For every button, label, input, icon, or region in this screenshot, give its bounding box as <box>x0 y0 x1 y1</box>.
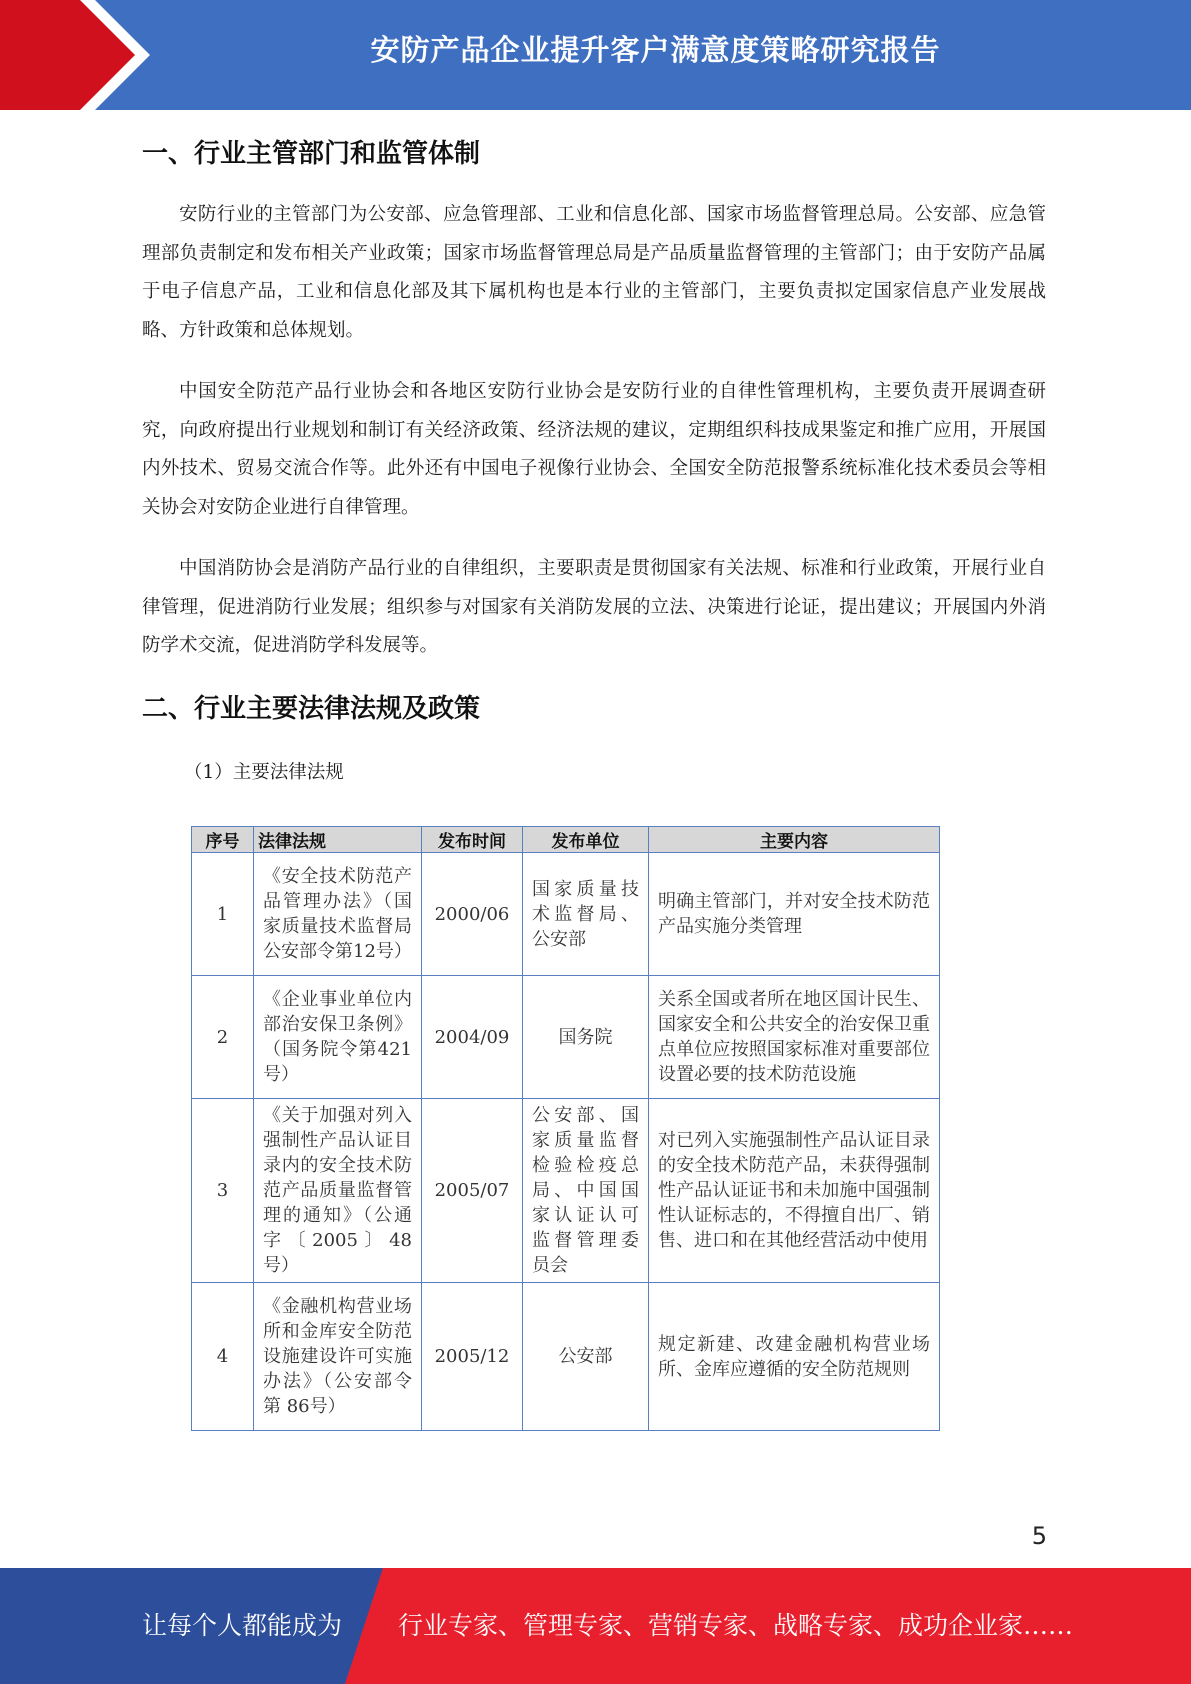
header-unit: 发布单位 <box>523 827 649 853</box>
footer-slogan-left: 让每个人都能成为 <box>142 1611 343 1640</box>
header-no: 序号 <box>192 827 254 853</box>
table-header-row <box>192 827 940 853</box>
paragraph-2: 中国安全防范产品行业协会和各地区安防行业协会是安防行业的自律性管理机构，主要负责开展调查研究，向政府提出行业规划和制订有关经济政策、经济法规的建议，定期组织科技成果鉴定和推广应用，开展国内外技术、贸易交流合作等。此外还有中国电子视像行业协会、全国安全防范报警系统标准化技术委员会等相关协会对安防企业进行自律管理。 <box>142 381 1046 518</box>
page-number: 5 <box>1031 1522 1047 1550</box>
report-title: 安防产品企业提升客户满意度策略研究报告 <box>370 33 941 67</box>
cell-law: 《安全技术防范产品管理办法》（国家质量技术监督局 公安部令第12号） <box>254 853 422 976</box>
header-content: 主要内容 <box>649 827 940 853</box>
cell-time: 2000/06 <box>422 853 523 976</box>
header-time: 发布时间 <box>422 827 523 853</box>
paragraph-1: 安防行业的主管部门为公安部、应急管理部、工业和信息化部、国家市场监督管理总局。公安部、应急管理部负责制定和发布相关产业政策；国家市场监督管理总局是产品质量监督管理的主管部门；由于安防产品属于电子信息产品，工业和信息化部及其下属机构也是本行业的主管部门，主要负责拟定国家信息产业发展战略、方针政策和总体规划。 <box>142 204 1046 341</box>
cell-unit: 国家质量技术监督局、公安部 <box>523 853 649 976</box>
footer-banner <box>0 1568 1191 1684</box>
cell-time: 2005/07 <box>422 1099 523 1283</box>
subheading-laws: （1）主要法律法规 <box>184 762 344 783</box>
header-law: 法律法规 <box>254 827 422 853</box>
cell-law: 《金融机构营业场所和金库安全防范设施建设许可实施办法》（公安部令第 86号） <box>254 1283 422 1431</box>
section-heading-1: 一、行业主管部门和监管体制 <box>142 139 481 169</box>
section-heading-2: 二、行业主要法律法规及政策 <box>142 694 481 724</box>
cell-unit: 国务院 <box>523 976 649 1099</box>
cell-no: 4 <box>192 1283 254 1431</box>
laws-table <box>191 826 940 1431</box>
cell-content: 明确主管部门，并对安全技术防范产品实施分类管理 <box>649 853 940 976</box>
cell-unit: 公安部 <box>523 1283 649 1431</box>
cell-content: 对已列入实施强制性产品认证目录的安全技术防范产品，未获得强制性产品认证证书和未加施中国强制性认证标志的，不得擅自出厂、销售、进口和在其他经营活动中使用 <box>649 1099 940 1283</box>
header-banner <box>0 0 1191 110</box>
table-row <box>192 1099 940 1283</box>
cell-no: 2 <box>192 976 254 1099</box>
footer-slogan-right: 行业专家、管理专家、营销专家、战略专家、成功企业家…… <box>398 1611 1074 1640</box>
cell-unit: 公安部、国家质量监督检验检疫总局、中国国家认证认可监督管理委员会 <box>523 1099 649 1283</box>
cell-content: 关系全国或者所在地区国计民生、国家安全和公共安全的治安保卫重点单位应按照国家标准对重要部位设置必要的技术防范设施 <box>649 976 940 1099</box>
cell-law: 《企业事业单位内部治安保卫条例》（国务院令第421号） <box>254 976 422 1099</box>
cell-no: 3 <box>192 1099 254 1283</box>
cell-time: 2005/12 <box>422 1283 523 1431</box>
paragraph-3: 中国消防协会是消防产品行业的自律组织，主要职责是贯彻国家有关法规、标准和行业政策，开展行业自律管理，促进消防行业发展；组织参与对国家有关消防发展的立法、决策进行论证，提出建议；开展国内外消防学术交流，促进消防学科发展等。 <box>142 558 1046 656</box>
table-row <box>192 976 940 1099</box>
table-row <box>192 1283 940 1431</box>
cell-time: 2004/09 <box>422 976 523 1099</box>
table-row <box>192 853 940 976</box>
cell-no: 1 <box>192 853 254 976</box>
cell-law: 《关于加强对列入强制性产品认证目录内的安全技术防范产品质量监督管理的通知》（公通字〔2005〕48号） <box>254 1099 422 1283</box>
cell-content: 规定新建、改建金融机构营业场所、金库应遵循的安全防范规则 <box>649 1283 940 1431</box>
header-red-chevron-icon <box>0 0 150 110</box>
